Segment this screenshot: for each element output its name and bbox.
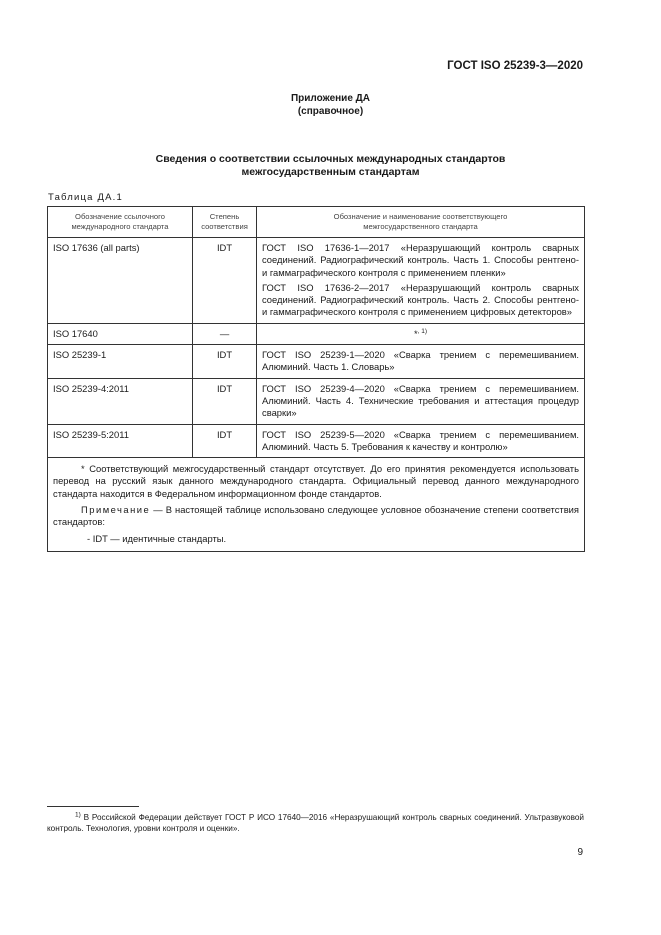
- table-notes-row: [48, 458, 585, 552]
- header-col2-line2: соответствия: [201, 222, 248, 231]
- footnote-ref: , 1): [417, 327, 428, 335]
- header-col3-line2: межгосударственного стандарта: [363, 222, 478, 231]
- table-row: [48, 323, 585, 344]
- correspondence-table: [47, 206, 585, 552]
- cell-standard: [257, 424, 585, 458]
- header-col1-line1: Обозначение ссылочного: [75, 212, 165, 221]
- footnote-divider: [47, 806, 139, 807]
- standard-entry: ГОСТ ISO 25239-1—2020 «Сварка трением с перемешиванием. Алюминий. Часть 1. Словарь»: [262, 349, 579, 373]
- document-title-line2: межгосударственным стандартам: [241, 166, 420, 178]
- annex-subtitle: (справочное): [297, 106, 364, 117]
- cell-reference: ISO 17636 (all parts): [48, 238, 193, 324]
- cell-degree: IDT: [193, 378, 257, 424]
- cell-standard: [257, 238, 585, 324]
- header-reference-standard: [48, 207, 193, 238]
- cell-reference: ISO 25239-4:2011: [48, 378, 193, 424]
- table-notes: [48, 458, 585, 552]
- star-marker: *: [413, 327, 418, 339]
- footnote: [47, 812, 584, 834]
- table-caption: Таблица ДА.1: [48, 192, 123, 203]
- table-row: [48, 238, 585, 324]
- cell-degree: IDT: [193, 345, 257, 379]
- annex-title: Приложение ДА: [290, 93, 371, 104]
- document-title-line1: Сведения о соответствии ссылочных международных стандартов: [155, 153, 506, 165]
- note-label: Примечание: [81, 504, 151, 516]
- header-col2-line1: Степень: [209, 212, 240, 221]
- document-title: [0, 153, 661, 179]
- standard-code: ГОСТ ISO 25239-3—2020: [447, 60, 583, 72]
- note-text: — В настоящей таблице использовано следующее условное обозначение степени соответствия стандартов:: [53, 504, 579, 528]
- table-row: [48, 424, 585, 458]
- standard-entry: ГОСТ ISO 17636-2—2017 «Неразрушающий контроль сварных соединений. Радиографический контроль. Часть 2. Способы рентгено- и гаммаграфического контроля с применением цифровых детекторов»: [262, 281, 579, 318]
- cell-degree: IDT: [193, 424, 257, 458]
- table-row: [48, 378, 585, 424]
- star-note: * Соответствующий межгосударственный стандарт отсутствует. До его принятия рекомендуется использовать перевод на русский язык данного международного стандарта. Официальный перевод данного международного стандарта находится в Федеральном информационном фонде стандартов.: [53, 463, 579, 499]
- footnote-number: 1): [75, 811, 81, 819]
- list-item: - IDT — идентичные стандарты.: [87, 532, 227, 544]
- cell-standard: [257, 345, 585, 379]
- header-col3-line1: Обозначение и наименование соответствующего: [333, 212, 508, 221]
- annex-heading: [0, 92, 661, 118]
- table-row: [48, 345, 585, 379]
- cell-reference: ISO 25239-5:2011: [48, 424, 193, 458]
- header-col1-line2: международного стандарта: [71, 222, 169, 231]
- table-header-row: [48, 207, 585, 238]
- cell-standard: [257, 323, 585, 344]
- footnote-text: В Российской Федерации действует ГОСТ Р ИСО 17640—2016 «Неразрушающий контроль сварных соединений. Ультразвуковой контроль. Технология, уровни контроля и оценки».: [47, 813, 584, 833]
- cell-reference: ISO 17640: [48, 323, 193, 344]
- standard-entry: ГОСТ ISO 25239-4—2020 «Сварка трением с перемешиванием. Алюминий. Часть 4. Технические требования и аттестация процедур сварки»: [262, 382, 579, 419]
- cell-degree: —: [193, 323, 257, 344]
- page-number: 9: [577, 847, 583, 858]
- cell-standard: [257, 378, 585, 424]
- cell-degree: IDT: [193, 238, 257, 324]
- cell-reference: ISO 25239-1: [48, 345, 193, 379]
- header-degree: [193, 207, 257, 238]
- header-interstate-standard: [257, 207, 585, 238]
- standard-entry: ГОСТ ISO 25239-5—2020 «Сварка трением с перемешиванием. Алюминий. Часть 5. Требования к качеству и контролю»: [262, 428, 579, 452]
- standard-entry: ГОСТ ISO 17636-1—2017 «Неразрушающий контроль сварных соединений. Радиографический контроль. Часть 1. Способы рентгено- и гаммаграфического контроля с применением пленки»: [262, 242, 579, 278]
- note-paragraph: [53, 504, 579, 529]
